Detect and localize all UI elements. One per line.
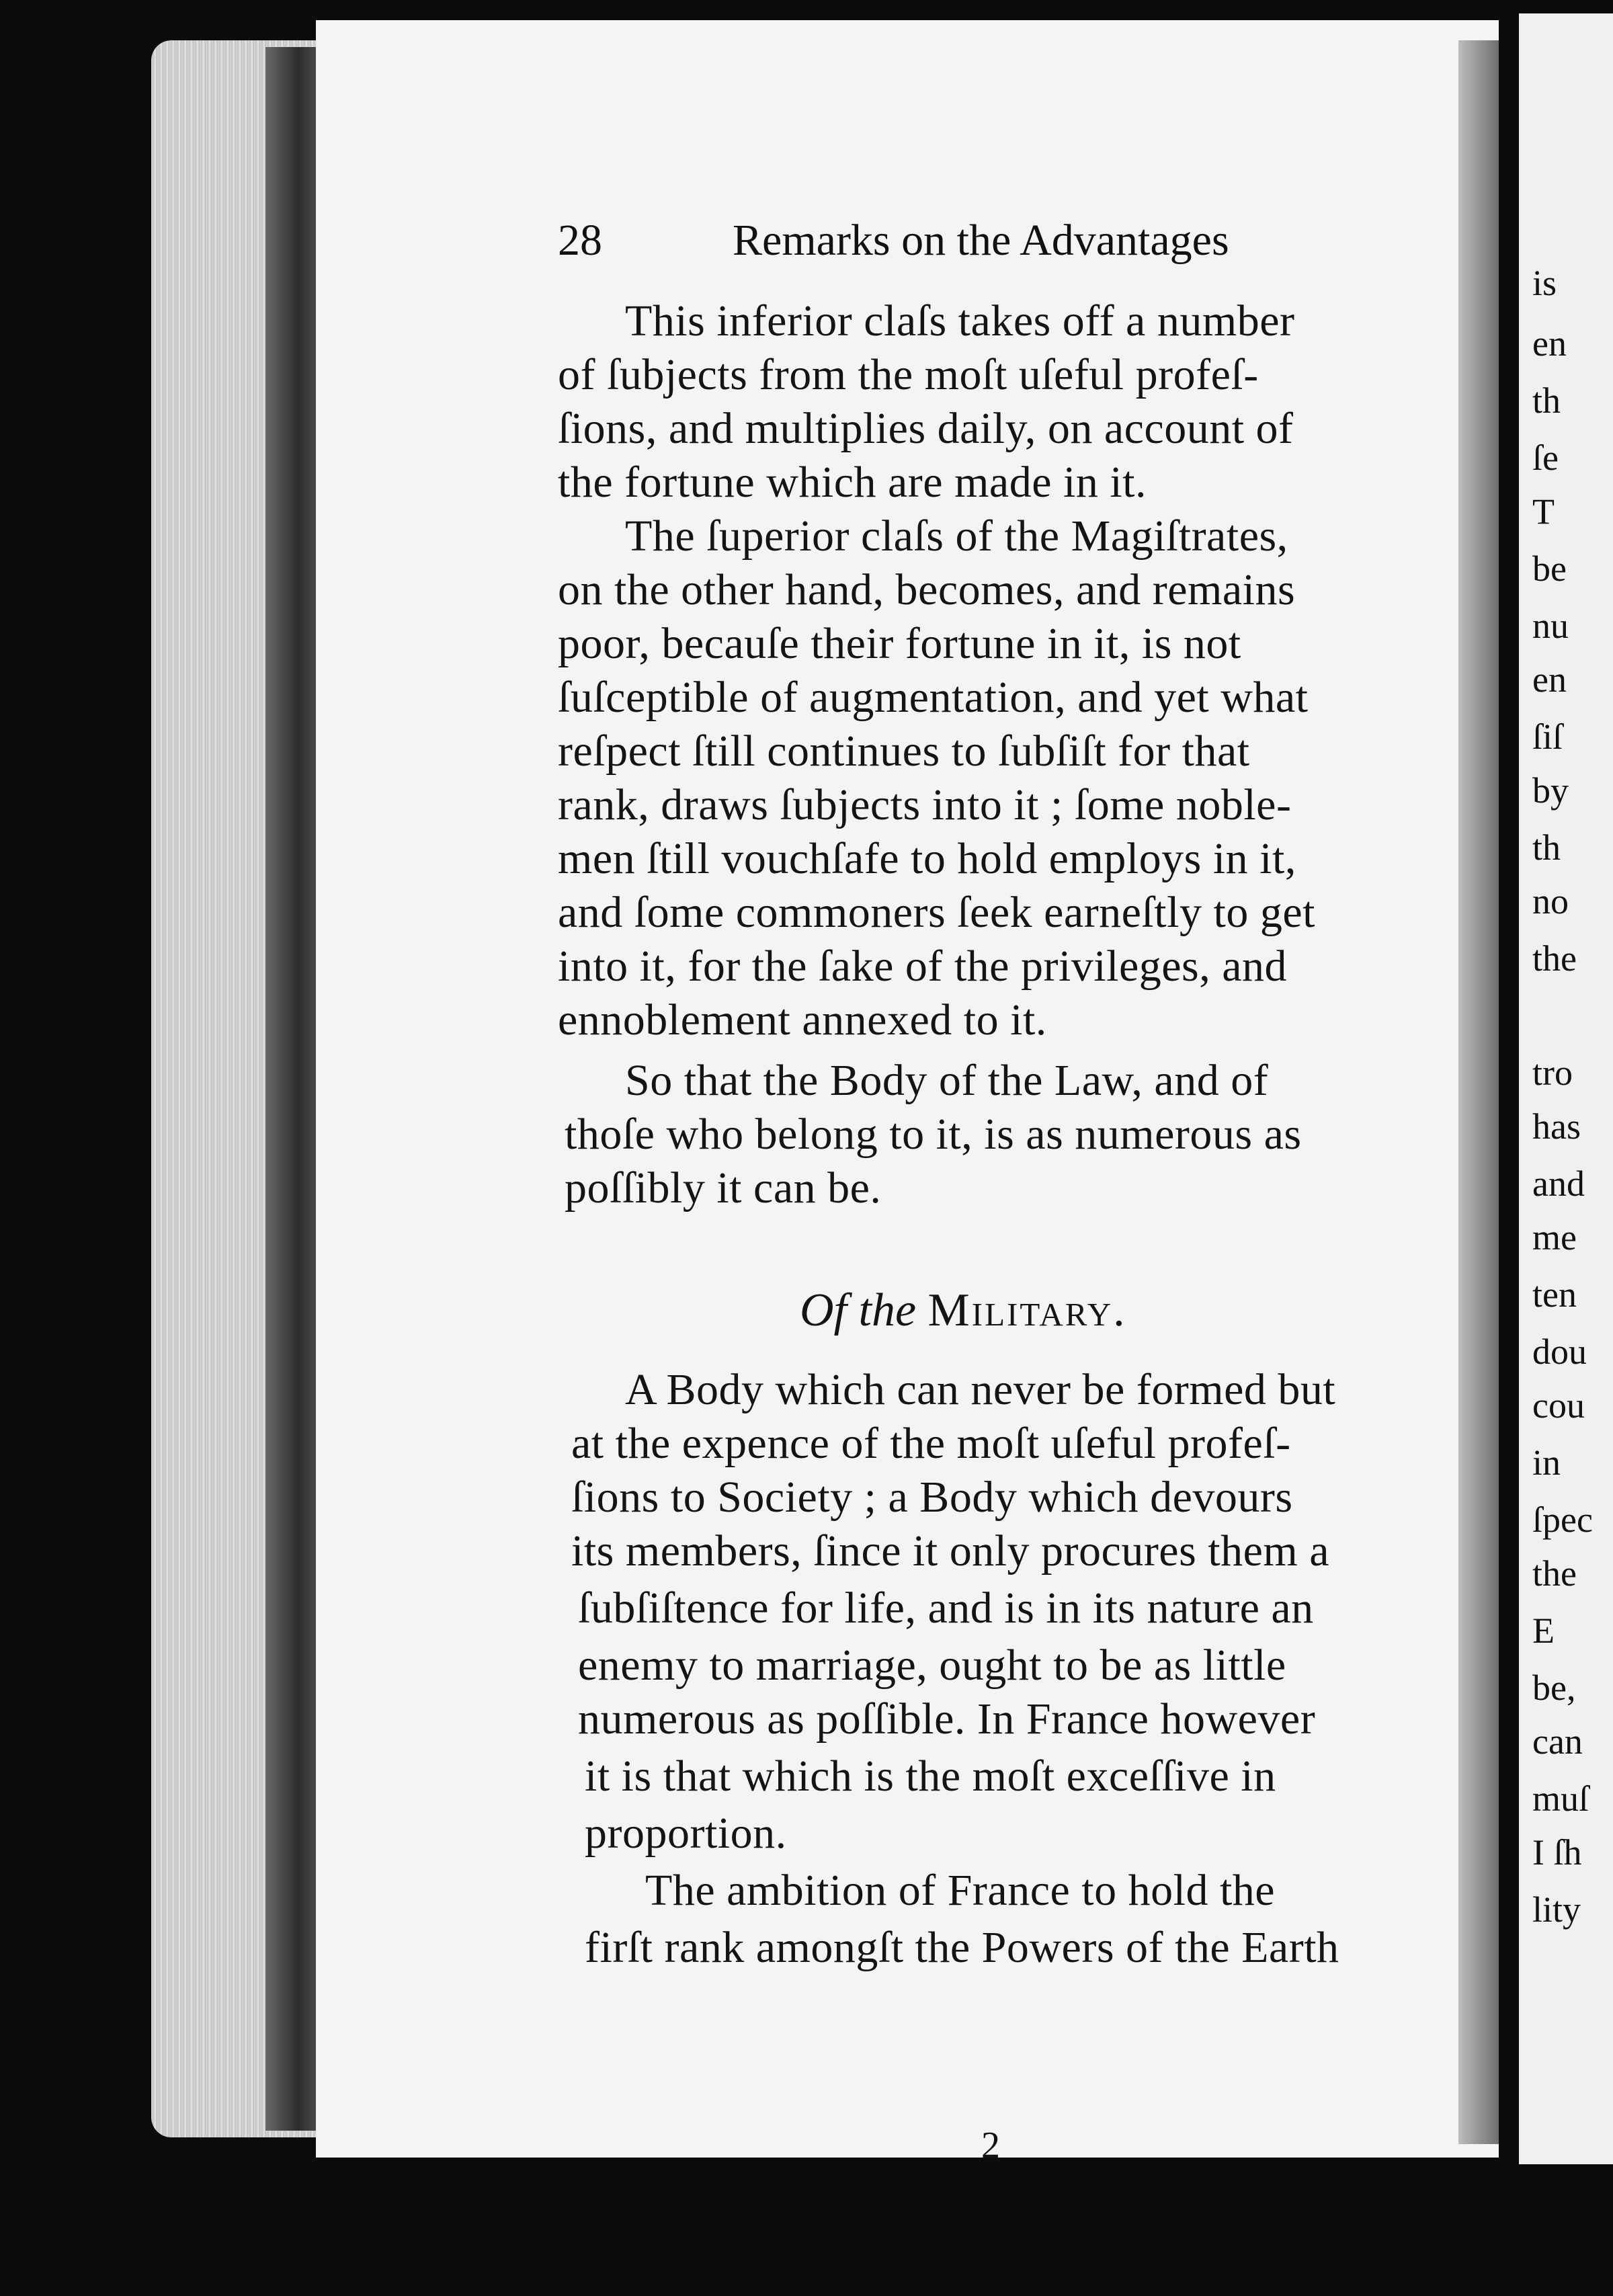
facing-fragment: ſiſ [1532,716,1563,757]
facing-fragment: I ſh [1532,1832,1582,1873]
body-line: enemy to marriage, ought to be as little [578,1641,1286,1690]
facing-fragment: me [1532,1217,1577,1258]
facing-fragment: en [1532,659,1567,700]
signature-mark: 2 [981,2125,1000,2166]
facing-fragment: ſpec [1532,1500,1593,1540]
body-line: proportion. [585,1809,787,1858]
facing-fragment: can [1532,1721,1583,1762]
body-line: of ſubjects from the moſt uſeful profeſ- [558,350,1259,399]
body-line: reſpect ſtill continues to ſubſiſt for that [558,727,1250,776]
body-line: rank, draws ſubjects into it ; ſome noble- [558,780,1292,829]
body-line: men ſtill vouchſafe to hold employs in it, [558,834,1296,883]
body-line: on the other hand, becomes, and remains [558,565,1296,614]
facing-fragment: and [1532,1163,1585,1204]
body-line: ſions to Society ; a Body which devours [571,1473,1293,1522]
facing-fragment: the [1532,1553,1577,1594]
body-line: firſt rank amongſt the Powers of the Earth [585,1923,1339,1972]
facing-fragment: the [1532,938,1577,979]
facing-fragment: tro [1532,1053,1573,1093]
facing-fragment: ſe [1532,438,1559,478]
body-line: it is that which is the moſt exceſſive in [585,1752,1276,1801]
facing-fragment: dou [1532,1331,1587,1372]
body-line: the fortune which are made in it. [558,458,1147,507]
facing-fragment: T [1532,491,1555,532]
running-title: Remarks on the Advantages [733,216,1229,265]
body-line: poſſibly it can be. [565,1163,882,1213]
body-line: numerous as poſſible. In France however [578,1694,1316,1744]
facing-fragment: E [1532,1610,1555,1651]
running-header [558,215,1398,269]
body-line: poor, becauſe their fortune in it, is not [558,619,1241,668]
body-line: into it, for the ſake of the privileges, and [558,942,1288,991]
section-heading-word: Military. [927,1284,1127,1336]
gutter-shadow [1458,40,1499,2144]
page-number: 28 [558,216,602,265]
section-heading [800,1284,1127,1338]
facing-fragment: th [1532,827,1561,868]
facing-fragment: cou [1532,1385,1585,1426]
body-line: So that the Body of the Law, and of [625,1056,1269,1105]
facing-fragment: no [1532,881,1569,921]
facing-fragment: en [1532,323,1567,364]
body-line: its members, ſince it only procures them a [571,1526,1330,1575]
section-heading-prefix: Of the [800,1284,917,1336]
body-line: at the expence of the moſt uſeful profeſ- [571,1419,1291,1468]
facing-fragment: muſ [1532,1778,1589,1819]
body-line: ſuſceptible of augmentation, and yet what [558,673,1309,722]
page-edge-shadow [265,47,319,2131]
body-line: This inferior claſs takes off a number [625,296,1295,345]
body-line: ſions, and multiplies daily, on account of [558,404,1294,453]
facing-fragment: be [1532,548,1567,589]
facing-fragment: has [1532,1106,1581,1147]
facing-fragment: be, [1532,1668,1576,1708]
body-line: The ſuperior claſs of the Magiſtrates, [625,511,1288,561]
body-line: ennoblement annexed to it. [558,995,1047,1044]
facing-fragment: th [1532,380,1561,421]
body-line: A Body which can never be formed but [625,1365,1336,1414]
facing-fragment: in [1532,1442,1561,1483]
facing-fragment: nu [1532,606,1569,646]
facing-fragment: ten [1532,1274,1577,1315]
facing-fragment: lity [1532,1889,1581,1930]
facing-fragment: is [1532,263,1557,303]
body-line: thoſe who belong to it, is as numerous as [565,1110,1302,1159]
body-line: ſubſiſtence for life, and is in its nature an [578,1584,1314,1633]
facing-page-edge [1519,13,1613,2164]
body-line: and ſome commoners ſeek earneſtly to get [558,888,1315,937]
body-line: The ambition of France to hold the [645,1866,1276,1915]
facing-fragment: by [1532,770,1569,811]
